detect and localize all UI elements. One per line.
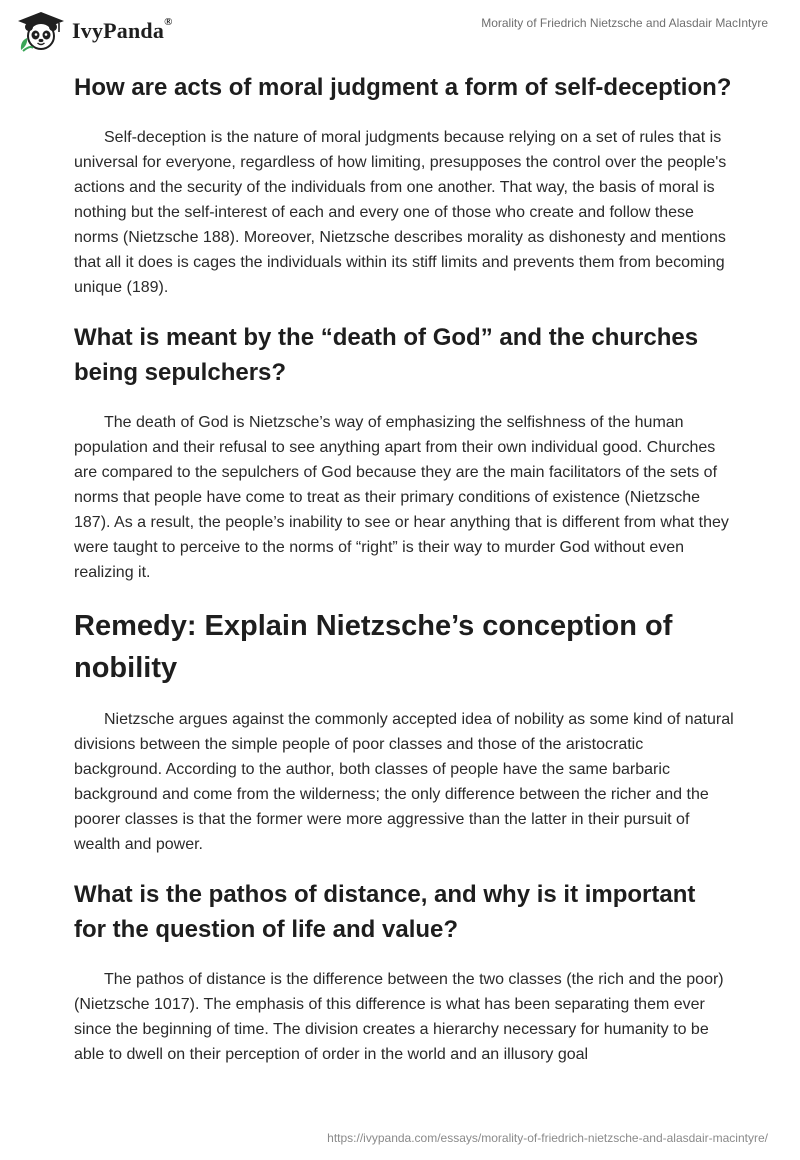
document-title: Morality of Friedrich Nietzsche and Alasdair MacIntyre (481, 16, 768, 30)
section-paragraph: Nietzsche argues against the commonly accepted idea of nobility as some kind of natural divisions between the simple people of poor classes and those of the aristocratic background. According to the author, both classes of people have the same barbaric background and come from the wilderness; the only difference between the richer and the poorer classes is that the former were more aggressive than the latter in their pursuit of wealth and power. (74, 711, 734, 853)
section-heading: What is the pathos of distance, and why is it important for the question of life and value? (74, 881, 696, 943)
section-paragraph: The death of God is Nietzsche’s way of emphasizing the selfishness of the human population and their refusal to see anything apart from their own individual good. Churches are compared to the sepulchers of God because they are the main facilitators of the sets of norms that people have come to treat as their primary conditions of existence (Nietzsche 187). As a result, the people’s inability to see or hear anything that is different from what they were taught to perceive to the norms of “right” is their way to murder God without even realizing it. (74, 414, 729, 581)
panda-graduation-icon (16, 10, 66, 52)
article-body (74, 70, 734, 1067)
source-url[interactable]: https://ivypanda.com/essays/morality-of-friedrich-nietzsche-and-alasdair-macintyre/ (327, 1131, 768, 1145)
section-heading: How are acts of moral judgment a form of self-deception? (74, 74, 732, 101)
section-heading: What is meant by the “death of God” and the churches being sepulchers? (74, 324, 699, 386)
ivypanda-logo[interactable] (16, 10, 173, 52)
main-heading: Remedy: Explain Nietzsche’s conception of nobility (74, 610, 673, 684)
section-paragraph: The pathos of distance is the difference between the two classes (the rich and the poor) (Nietzsche 1017). The emphasis of this difference is what has been separating them ever since the beginning of time. The division creates a hierarchy necessary for humanity to be able to dwell on their perception of order in the world and an illusory goal (74, 971, 724, 1063)
page-header (0, 0, 800, 66)
logo-text: IvyPanda® (72, 16, 173, 43)
section-paragraph: Self-deception is the nature of moral judgments because relying on a set of rules that is universal for everyone, regardless of how limiting, presupposes the control over the people's actions and the security of the individuals from one another. That way, the basis of moral is nothing but the self-interest of each and every one of those who create and follow these norms (Nietzsche 188). Moreover, Nietzsche describes morality as dishonesty and mentions that all it does is cages the individuals within its stiff limits and prevents them from becoming unique (189). (74, 129, 727, 296)
